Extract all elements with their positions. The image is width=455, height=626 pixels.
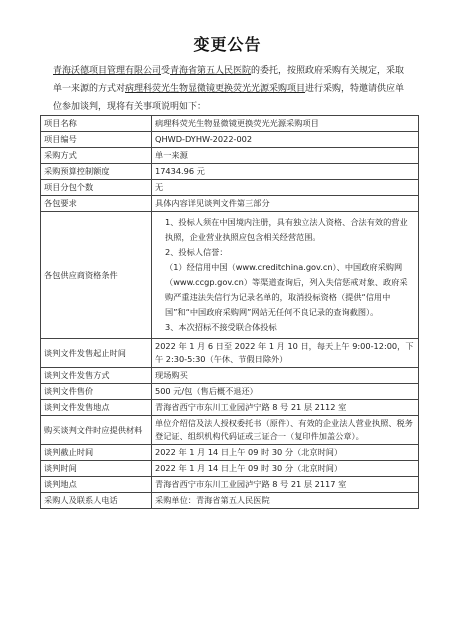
- qualification-item-2: 2、投标人信誉：: [165, 247, 228, 257]
- page-title: 变更公告: [193, 35, 262, 54]
- qualification-item-1: 1、投标人须在中国境内注册，具有独立法人资格、合法有效的营业执照，企业营业执照应包含相关经营范围。: [165, 217, 408, 242]
- table-row: [41, 196, 419, 212]
- table-row: [41, 477, 419, 493]
- row-value: 单位介绍信及法人授权委托书（原件）、有效的企业法人营业执照、税务登记证、组织机构代码证或三证合一（复印件加盖公章）。: [152, 416, 419, 445]
- row-value: [152, 212, 419, 339]
- row-value: 采购单位：青海省第五人民医院: [152, 493, 419, 509]
- row-value: 病理科荧光生物显微镜更换荧光光源采购项目: [152, 116, 419, 132]
- row-label: 谈判文件售价: [41, 384, 152, 400]
- row-value: 单一来源: [152, 148, 419, 164]
- qualification-item-4: 3、本次招标不接受联合体投标: [165, 322, 277, 332]
- table-row-qualifications: [41, 212, 419, 339]
- table-row: [41, 148, 419, 164]
- table-row: [41, 416, 419, 445]
- row-label: 采购方式: [41, 148, 152, 164]
- row-label: 谈判文件发售起止时间: [41, 339, 152, 368]
- row-value: QHWD-DYHW-2022-002: [152, 132, 419, 148]
- row-value: 500 元/包（售后概不退还）: [152, 384, 419, 400]
- row-value: 青海省西宁市东川工业园泸宁路 8 号 21 层 2117 室: [152, 477, 419, 493]
- table-row: [41, 132, 419, 148]
- row-label: 各包要求: [41, 196, 152, 212]
- row-label: 购买谈判文件时应提供材料: [41, 416, 152, 445]
- row-value: 2022 年 1 月 14 日上午 09 时 30 分（北京时间）: [152, 445, 419, 461]
- table-row: [41, 339, 419, 368]
- row-value: 青海省西宁市东川工业园泸宁路 8 号 21 层 2112 室: [152, 400, 419, 416]
- table-row: [41, 116, 419, 132]
- client-name: 青海省第五人民医院: [170, 66, 252, 76]
- intro-text-3: 进行采购，特邀请供应单位参加谈判，现将有关事项说明如下：: [53, 84, 405, 112]
- intro-text-1: 受: [161, 66, 171, 76]
- intro-paragraph: [53, 62, 409, 116]
- info-table: [40, 115, 419, 509]
- qualification-item-3: （1）经信用中国（www.creditchina.gov.cn）、中国政府采购网（www.ccgp.gov.cn）等渠道查询后，列入失信惩戒对象、政府采购严重违法失信行为记录名单的，取消投标资格（提供“信用中国”和“中国政府采购网”网站无任何不良记录的查询截图）。: [165, 262, 408, 317]
- row-value: 无: [152, 180, 419, 196]
- row-value: 17434.96 元: [152, 164, 419, 180]
- project-name: 病理科荧光生物显微镜更换荧光光源采购项目: [125, 84, 306, 94]
- row-label: 各包供应商资格条件: [41, 212, 152, 339]
- table-row: [41, 180, 419, 196]
- table-row: [41, 384, 419, 400]
- agency-name: 青海沃德项目管理有限公司: [53, 66, 162, 76]
- table-row: [41, 445, 419, 461]
- table-row: [41, 400, 419, 416]
- row-value: 2022 年 1 月 6 日至 2022 年 1 月 10 日，每天上午 9:00-12:00，下午 2:30-5:30（午休、节假日除外）: [152, 339, 419, 368]
- table-row: [41, 164, 419, 180]
- intro-text-2: 的委托，按照政府采购有关规定，采取单一来源的方式对: [53, 66, 405, 94]
- row-label: 采购预算控制额度: [41, 164, 152, 180]
- row-label: 谈判截止时间: [41, 445, 152, 461]
- row-label: 谈判时间: [41, 461, 152, 477]
- row-value: 2022 年 1 月 14 日上午 09 时 30 分（北京时间）: [152, 461, 419, 477]
- table-row: [41, 368, 419, 384]
- row-label: 项目分包个数: [41, 180, 152, 196]
- table-row: [41, 493, 419, 509]
- row-label: 谈判文件发售方式: [41, 368, 152, 384]
- row-label: 项目编号: [41, 132, 152, 148]
- row-value: 现场购买: [152, 368, 419, 384]
- row-value: 具体内容详见谈判文件第三部分: [152, 196, 419, 212]
- table-row: [41, 461, 419, 477]
- row-label: 项目名称: [41, 116, 152, 132]
- row-label: 采购人及联系人电话: [41, 493, 152, 509]
- row-label: 谈判地点: [41, 477, 152, 493]
- row-label: 谈判文件发售地点: [41, 400, 152, 416]
